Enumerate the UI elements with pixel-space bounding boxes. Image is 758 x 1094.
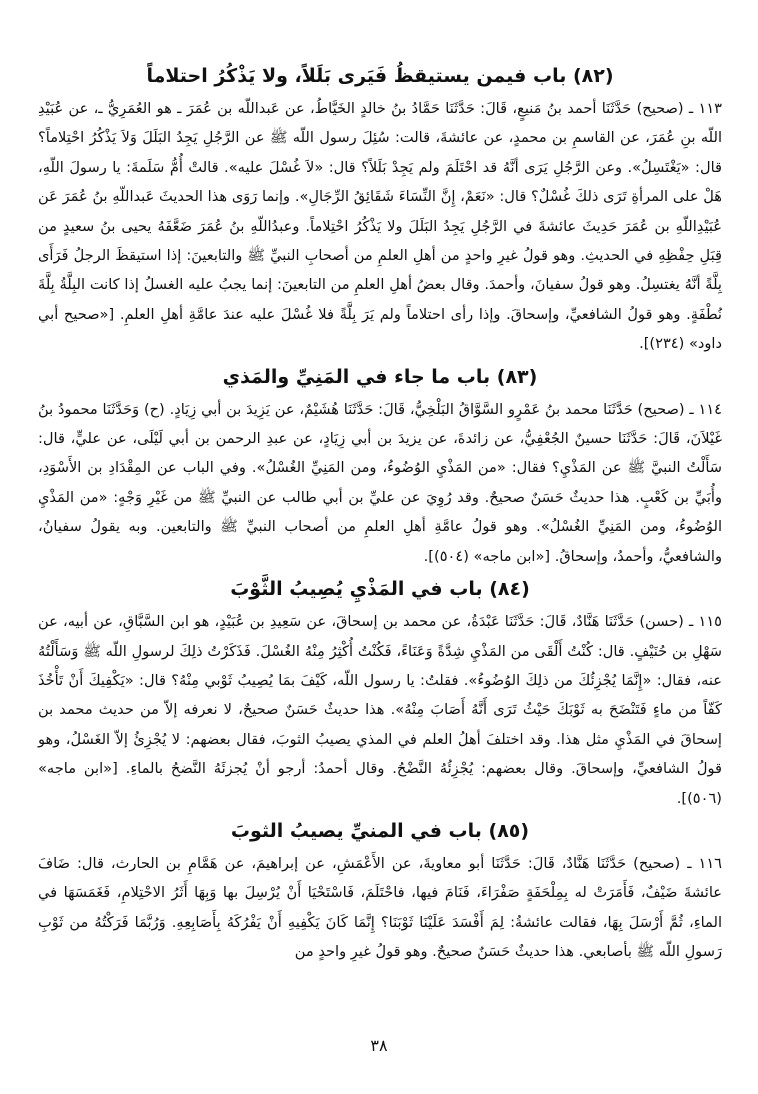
section-82 <box>38 60 722 359</box>
hadith-text: ١١٣ ـ (صحيح) حَدَّثَنَا أحمد بنُ مَنيعٍ، قَالَ: حَدَّثَنَا حَمَّادُ بنُ خالدٍ الخَيَّاطُ، عن عَبداللّه بن عُمَرَ ـ هو العُمَرِيُّ ـ، عن عُبَيْدِ اللّه بنِ عُمَرَ، عن القاسمِ بن محمدٍ، عن عائشةَ، قالت: سُئِلَ رسول اللّه ﷺ عن الرَّجُلِ يَجِدُ البَلَلَ وَلاَ يَذْكُرُ احْتِلاماً؟ قال: «يَغْتَسِلُ». وعن الرَّجُلِ يَرَى أنَّهُ قد احْتَلَمَ ولم يَجِدْ بَلَلاً؟ قال: «لاَ غُسْلَ عليه». قالتْ أُمُّ سَلَمةَ: يا رسولَ اللّهِ، هَلْ على المرأةِ تَرَى ذلكَ غُسْلٌ؟ قال: «نَعَمْ، إِنَّ النِّسَاءَ شَقَائِقُ الرِّجَالِ». وإنما رَوَى هذا الحديثَ عَبداللّهِ بنُ عُمَرَ عَن عُبَيْدِاللّهِ بن عُمَرَ حَدِيثَ عائشةَ في الرَّجُلِ يَجِدُ البَلَلَ ولا يَذْكُرُ احْتِلاماً. وعبدُاللّهِ بنُ عُمَرَ ضَعَّفَهُ يحيى بنُ سعيدٍ من قِبَلِ حِفْظِهِ في الحديثِ. وهو قولُ غيرِ واحدٍ من أهلِ العلمِ من أصحابِ النبيِّ ﷺ والتابعينَ: إذا استيقظَ الرجلُ فَرَأَى بِلَّةً أنَّهُ يغتسِلُ. وهو قولُ سفيانَ، وأحمدَ. وقال بعضُ أهلِ العلمِ من التابعينَ: إنما يجبُ عليه الغسلُ إذا كانت البِلَّةُ بِلَّةَ نُطْفَةٍ. وهو قولُ الشافعيِّ، وإسحاقَ. وإذا رأى احتلاماً ولم يَرَ بِلَّةً فلا غُسْلَ عليه عندَ عامَّةِ أهلِ العلمِ. [«صحيح أبي داود» (٢٣٤)]. <box>38 100 722 353</box>
section-85 <box>38 815 722 967</box>
section-83 <box>38 361 722 571</box>
hadith-text: ١١٤ ـ (صحيح) حَدَّثَنَا محمد بنُ عَمْرٍو السَّوَّاقُ البَلْخِيُّ، قَالَ: حَدَّثَنَا هُشَيْمٌ، عن يَزِيدَ بن أبي زِيَادٍ. (ح) وَحَدَّثَنَا محمودُ بنُ غَيْلاَنَ، قَالَ: حَدَّثَنَا حسينٌ الجُعْفِيُّ، عن زائدةَ، عن يزيدَ بن أبي زِيَادٍ، عن عبدِ الرحمن بن أبي لَيْلَى، عن عليٍّ، قال: سَأَلْتُ النبيَّ ﷺ عن المَذْيِ؟ فقال: «من المَذْيِ الوُضُوءُ، ومن المَنِيِّ الغُسْلُ». وفي الباب عن المِقْدَادِ بن الأَسْوَدِ، وأُبَيِّ بن كَعْبٍ. هذا حديثٌ حَسَنٌ صحيحٌ. وقد رُوِيَ عن عليِّ بن أبي طالب عن النبيِّ ﷺ من غَيْرِ وَجْهٍ: «من المَذْيِ الوُضُوءُ، ومن المَنِيِّ الغُسْلُ». وهو قولُ عامَّةِ أهلِ العلمِ من أصحاب النبيِّ ﷺ والتابعين. وبه يقولُ سفيانُ، والشافعيُّ، وأحمدُ، وإسحاقُ. [«ابن ماجه» (٥٠٤)]. <box>38 400 722 565</box>
section-title: (٨٢) باب فيمن يستيقظُ فَيَرى بَلَلاً، ولا يَذْكُرُ احتلاماً <box>146 65 614 87</box>
section-title: (٨٤) باب في المَذْيِ يُصِيبُ الثَّوْبَ <box>230 578 530 601</box>
section-title: (٨٣) باب ما جاء في المَنِيِّ والمَذي <box>222 365 538 388</box>
hadith-text: ١١٦ ـ (صحيح) حَدَّثَنَا هَنَّادٌ، قَالَ: حَدَّثَنَا أبو معاويةَ، عن الأَعْمَشِ، عن إبراهيمَ، عن هَمَّامِ بن الحارث، قال: ضَافَ عائشةَ ضَيْفٌ، فَأَمَرَتْ له بِمِلْحَفَةٍ صَفْرَاءَ، فَنَامَ فيها، فاحْتَلَمَ، فَاسْتَحْيَا أَنْ يُرْسِلَ بها وَبِهَا أَثَرُ الاحْتِلامِ، فَغَمَسَهَا في الماءِ، ثُمَّ أَرْسَلَ بِهَا، فقالت عائشةُ: لِمَ أَفْسَدَ عَلَيْنَا ثَوْبَنَا؟ إِنَّمَا كَانَ يَكْفِيهِ أَنْ يَفْرُكَهُ بِأَصَابِعِهِ. وَرُبَّمَا فَرَكْتُهُ من ثَوْبِ رَسولِ اللّه ﷺ بأصابعي. هذا حديثٌ حَسَنٌ صحيحٌ. وهو قولُ غيرِ واحدٍ من <box>38 854 722 961</box>
document-page <box>38 58 722 1068</box>
hadith-text: ١١٥ ـ (حسن) حَدَّثَنَا هَنَّادٌ، قَالَ: حَدَّثَنَا عَبْدَةُ، عن محمد بن إسحاقَ، عن سَعِيدِ بن عُبَيْدٍ، هو ابن السَّبَّاقِ، عن أبيه، عن سَهْلِ بن حُنَيْفٍ. قال: كُنْتُ أَلْقَى من المَذْيِ شِدَّةً وَعَنَاءً، فَكُنْتُ أُكْثِرُ مِنْهُ الغُسْلَ. فَذَكَرْتُ ذلِكَ لرسولِ اللّه ﷺ وَسَأَلْتُهُ عنه، فقال: «إِنَّمَا يُجْزِئُكَ من ذلِكَ الوُضُوءُ». فقلتُ: يا رسول اللّه، كَيْفَ بمَا يُصِيبُ ثَوْبي مِنْهُ؟ قال: «يَكْفِيكَ أَنْ تَأْخُذَ كَفّاً من ماءٍ فَتَنْضَحَ به ثَوْبَكَ حَيْثُ تَرَى أَنَّهُ أَصَابَ مِنْهُ». هذا حديثٌ حَسَنٌ صحيحٌ، لا نعرفه إلاّ من حديث محمد بن إسحاقَ في المَذْيِ مثل هذا. وقد اختلفَ أهلُ العلم في المذي يصيبُ الثوبَ، فقال بعضهم: لا يُجْزِئُ إلاّ الغَسْلُ، وهو قولُ الشافعيِّ، وإسحاقَ. وقال بعضهم: يُجْزِئُهُ النَّضْحُ. وقال أحمدُ: أرجو أنْ يُجزئَهُ النَّضحُ بالماءِ. [«ابن ماجه» (٥٠٦)]. <box>38 613 722 807</box>
section-84 <box>38 573 722 813</box>
section-title: (٨٥) باب في المنيِّ يصيبُ الثوبَ <box>230 819 530 842</box>
page-number: ٣٨ <box>370 1036 388 1055</box>
